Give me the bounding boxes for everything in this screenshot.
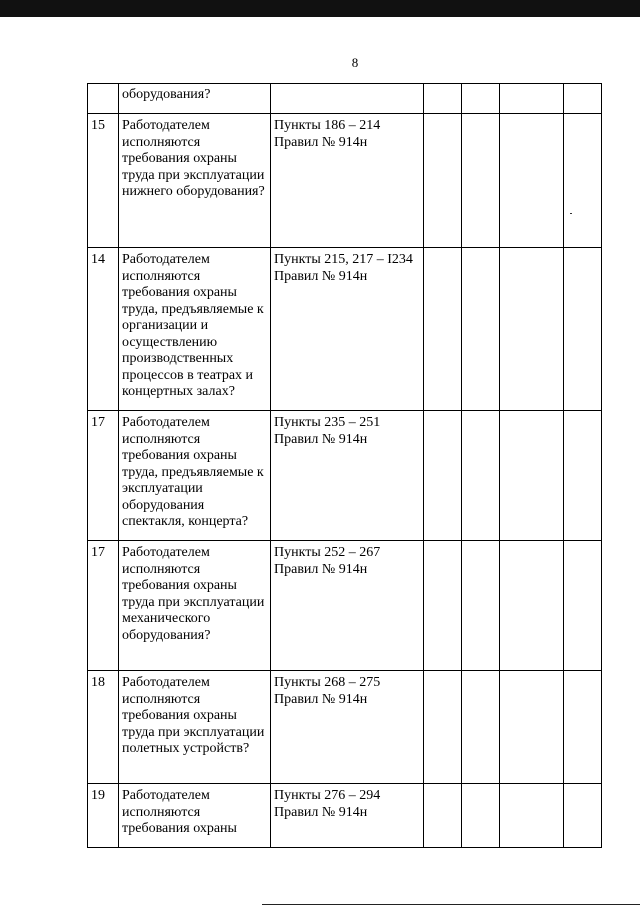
notes-cell	[564, 541, 602, 671]
notes-cell	[564, 411, 602, 541]
scan-speck	[570, 213, 572, 214]
answer-cell-na	[500, 671, 564, 784]
answer-cell-yes	[424, 248, 462, 411]
row-number: 15	[88, 114, 119, 248]
row-number: 17	[88, 541, 119, 671]
checklist-table	[87, 83, 602, 848]
answer-cell-na	[500, 114, 564, 248]
table-row	[88, 541, 602, 671]
notes-cell	[564, 248, 602, 411]
answer-cell-no	[462, 411, 500, 541]
answer-cell-no	[462, 248, 500, 411]
row-number: 17	[88, 411, 119, 541]
reference-cell: Пункты 276 – 294 Правил № 914н	[271, 784, 424, 848]
question-cell: Работодателем исполняются требования охраны	[119, 784, 271, 848]
notes-cell	[564, 84, 602, 114]
answer-cell-na	[500, 248, 564, 411]
answer-cell-na	[500, 411, 564, 541]
table-row	[88, 84, 602, 114]
answer-cell-no	[462, 114, 500, 248]
question-cell: Работодателем исполняются требования охраны труда, предъявляемые к организации и осуществлению производственных процессов в театрах и концертных залах?	[119, 248, 271, 411]
answer-cell-no	[462, 784, 500, 848]
notes-cell	[564, 671, 602, 784]
reference-cell: Пункты 268 – 275 Правил № 914н	[271, 671, 424, 784]
notes-cell	[564, 784, 602, 848]
row-number	[88, 84, 119, 114]
row-number: 14	[88, 248, 119, 411]
scan-top-edge	[0, 0, 640, 17]
question-cell: оборудования?	[119, 84, 271, 114]
question-cell: Работодателем исполняются требования охраны труда, предъявляемые к эксплуатации оборудования спектакля, концерта?	[119, 411, 271, 541]
reference-cell: Пункты 215, 217 – І234 Правил № 914н	[271, 248, 424, 411]
table-row	[88, 671, 602, 784]
question-cell: Работодателем исполняются требования охраны труда при эксплуатации механического оборудования?	[119, 541, 271, 671]
reference-cell: Пункты 235 – 251 Правил № 914н	[271, 411, 424, 541]
answer-cell-no	[462, 541, 500, 671]
answer-cell-yes	[424, 411, 462, 541]
reference-cell: Пункты 186 – 214 Правил № 914н	[271, 114, 424, 248]
row-number: 19	[88, 784, 119, 848]
answer-cell-na	[500, 784, 564, 848]
question-cell: Работодателем исполняются требования охраны труда при эксплуатации полетных устройств?	[119, 671, 271, 784]
answer-cell-yes	[424, 541, 462, 671]
question-cell: Работодателем исполняются требования охраны труда при эксплуатации нижнего оборудования?	[119, 114, 271, 248]
answer-cell-yes	[424, 671, 462, 784]
table-row	[88, 784, 602, 848]
answer-cell-yes	[424, 114, 462, 248]
table-row	[88, 248, 602, 411]
answer-cell-na	[500, 84, 564, 114]
answer-cell-no	[462, 84, 500, 114]
page-number: 8	[351, 55, 359, 70]
table-row	[88, 411, 602, 541]
row-number: 18	[88, 671, 119, 784]
answer-cell-no	[462, 671, 500, 784]
reference-cell: Пункты 252 – 267 Правил № 914н	[271, 541, 424, 671]
reference-cell	[271, 84, 424, 114]
answer-cell-yes	[424, 84, 462, 114]
notes-cell	[564, 114, 602, 248]
table-row	[88, 114, 602, 248]
answer-cell-yes	[424, 784, 462, 848]
answer-cell-na	[500, 541, 564, 671]
